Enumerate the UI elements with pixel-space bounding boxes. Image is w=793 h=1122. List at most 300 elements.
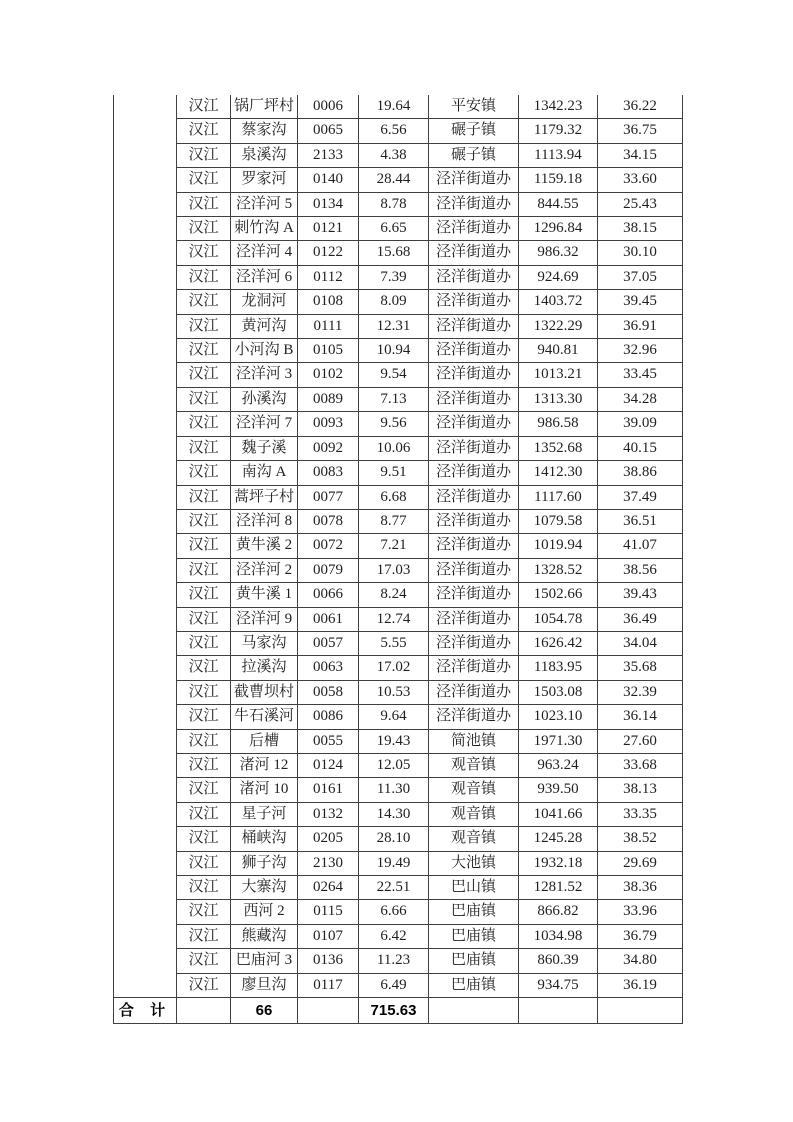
stream-name-cell: 蒿坪子村 — [231, 485, 298, 509]
town-cell: 平安镇 — [429, 95, 519, 119]
value-c-cell: 33.96 — [598, 900, 683, 924]
river-cell: 汉江 — [177, 119, 231, 143]
value-b-cell: 866.82 — [519, 900, 598, 924]
code-cell: 0065 — [298, 119, 359, 143]
value-c-cell: 41.07 — [598, 534, 683, 558]
value-b-cell: 1013.21 — [519, 363, 598, 387]
code-cell: 0105 — [298, 339, 359, 363]
code-cell: 0122 — [298, 241, 359, 265]
value-c-cell: 36.91 — [598, 314, 683, 338]
value-b-cell: 1313.30 — [519, 387, 598, 411]
value-b-cell: 1117.60 — [519, 485, 598, 509]
value-c-cell: 37.49 — [598, 485, 683, 509]
value-c-cell: 25.43 — [598, 192, 683, 216]
table-row — [114, 802, 683, 826]
code-cell: 2130 — [298, 851, 359, 875]
value-a-cell: 8.09 — [359, 290, 429, 314]
value-a-cell: 10.53 — [359, 680, 429, 704]
town-cell: 泾洋街道办 — [429, 436, 519, 460]
river-cell: 汉江 — [177, 753, 231, 777]
value-a-cell: 5.55 — [359, 631, 429, 655]
value-c-cell: 34.80 — [598, 949, 683, 973]
value-b-cell: 1023.10 — [519, 705, 598, 729]
stream-name-cell: 泾洋河 4 — [231, 241, 298, 265]
stream-name-cell: 星子河 — [231, 802, 298, 826]
value-a-cell: 6.42 — [359, 924, 429, 948]
river-cell: 汉江 — [177, 509, 231, 533]
table-row — [114, 924, 683, 948]
town-cell: 泾洋街道办 — [429, 583, 519, 607]
value-b-cell: 1041.66 — [519, 802, 598, 826]
code-cell: 0111 — [298, 314, 359, 338]
value-a-cell: 8.24 — [359, 583, 429, 607]
stream-name-cell: 泾洋河 9 — [231, 607, 298, 631]
value-a-cell: 6.56 — [359, 119, 429, 143]
stream-name-cell: 熊藏沟 — [231, 924, 298, 948]
code-cell: 0066 — [298, 583, 359, 607]
code-cell: 0102 — [298, 363, 359, 387]
river-cell: 汉江 — [177, 924, 231, 948]
river-cell: 汉江 — [177, 168, 231, 192]
value-c-cell: 38.86 — [598, 461, 683, 485]
value-c-cell: 36.14 — [598, 705, 683, 729]
river-cell: 汉江 — [177, 339, 231, 363]
code-cell: 0112 — [298, 265, 359, 289]
value-a-cell: 19.49 — [359, 851, 429, 875]
river-cell: 汉江 — [177, 241, 231, 265]
river-cell: 汉江 — [177, 900, 231, 924]
stream-name-cell: 锅厂坪村 — [231, 95, 298, 119]
table-row — [114, 705, 683, 729]
river-cell: 汉江 — [177, 802, 231, 826]
town-cell: 碾子镇 — [429, 143, 519, 167]
value-a-cell: 19.64 — [359, 95, 429, 119]
table-row — [114, 680, 683, 704]
stream-name-cell: 大寨沟 — [231, 876, 298, 900]
river-cell: 汉江 — [177, 583, 231, 607]
merged-basin-cell — [114, 95, 177, 998]
value-c-cell: 38.15 — [598, 217, 683, 241]
total-sum-cell: 715.63 — [359, 998, 429, 1024]
value-a-cell: 19.43 — [359, 729, 429, 753]
town-cell: 观音镇 — [429, 753, 519, 777]
value-c-cell: 39.45 — [598, 290, 683, 314]
total-row — [114, 998, 683, 1024]
code-cell: 0092 — [298, 436, 359, 460]
total-empty-cell — [429, 998, 519, 1024]
value-b-cell: 986.32 — [519, 241, 598, 265]
table-row — [114, 973, 683, 997]
table-row — [114, 363, 683, 387]
total-empty-cell — [519, 998, 598, 1024]
code-cell: 0115 — [298, 900, 359, 924]
value-b-cell: 1412.30 — [519, 461, 598, 485]
value-a-cell: 12.74 — [359, 607, 429, 631]
value-a-cell: 6.65 — [359, 217, 429, 241]
stream-name-cell: 狮子沟 — [231, 851, 298, 875]
town-cell: 泾洋街道办 — [429, 607, 519, 631]
value-c-cell: 38.52 — [598, 827, 683, 851]
value-b-cell: 1296.84 — [519, 217, 598, 241]
code-cell: 0140 — [298, 168, 359, 192]
river-cell: 汉江 — [177, 729, 231, 753]
code-cell: 0132 — [298, 802, 359, 826]
table-row — [114, 607, 683, 631]
value-c-cell: 33.35 — [598, 802, 683, 826]
town-cell: 观音镇 — [429, 802, 519, 826]
stream-name-cell: 西河 2 — [231, 900, 298, 924]
code-cell: 0055 — [298, 729, 359, 753]
code-cell: 0136 — [298, 949, 359, 973]
value-c-cell: 34.15 — [598, 143, 683, 167]
value-a-cell: 7.21 — [359, 534, 429, 558]
table-row — [114, 436, 683, 460]
value-b-cell: 1503.08 — [519, 680, 598, 704]
value-c-cell: 38.36 — [598, 876, 683, 900]
value-b-cell: 939.50 — [519, 778, 598, 802]
value-b-cell: 1054.78 — [519, 607, 598, 631]
town-cell: 巴庙镇 — [429, 973, 519, 997]
value-b-cell: 1342.23 — [519, 95, 598, 119]
stream-name-cell: 蔡家沟 — [231, 119, 298, 143]
value-b-cell: 1245.28 — [519, 827, 598, 851]
value-c-cell: 38.56 — [598, 558, 683, 582]
value-a-cell: 17.03 — [359, 558, 429, 582]
value-a-cell: 9.54 — [359, 363, 429, 387]
value-c-cell: 30.10 — [598, 241, 683, 265]
value-b-cell: 1352.68 — [519, 436, 598, 460]
value-b-cell: 1322.29 — [519, 314, 598, 338]
stream-name-cell: 巴庙河 3 — [231, 949, 298, 973]
town-cell: 泾洋街道办 — [429, 265, 519, 289]
stream-name-cell: 魏子溪 — [231, 436, 298, 460]
town-cell: 泾洋街道办 — [429, 558, 519, 582]
code-cell: 0089 — [298, 387, 359, 411]
value-a-cell: 15.68 — [359, 241, 429, 265]
town-cell: 泾洋街道办 — [429, 461, 519, 485]
code-cell: 0063 — [298, 656, 359, 680]
code-cell: 0079 — [298, 558, 359, 582]
code-cell: 0093 — [298, 412, 359, 436]
table-row — [114, 509, 683, 533]
value-a-cell: 12.31 — [359, 314, 429, 338]
value-a-cell: 12.05 — [359, 753, 429, 777]
table-row — [114, 876, 683, 900]
river-cell: 汉江 — [177, 827, 231, 851]
river-cell: 汉江 — [177, 778, 231, 802]
value-c-cell: 35.68 — [598, 656, 683, 680]
stream-name-cell: 泾洋河 2 — [231, 558, 298, 582]
town-cell: 泾洋街道办 — [429, 412, 519, 436]
total-empty-cell — [298, 998, 359, 1024]
code-cell: 0061 — [298, 607, 359, 631]
stream-name-cell: 渚河 12 — [231, 753, 298, 777]
river-cell: 汉江 — [177, 705, 231, 729]
town-cell: 泾洋街道办 — [429, 314, 519, 338]
value-a-cell: 22.51 — [359, 876, 429, 900]
value-c-cell: 33.68 — [598, 753, 683, 777]
value-c-cell: 32.39 — [598, 680, 683, 704]
stream-name-cell: 黄牛溪 1 — [231, 583, 298, 607]
river-cell: 汉江 — [177, 436, 231, 460]
river-cell: 汉江 — [177, 412, 231, 436]
code-cell: 0108 — [298, 290, 359, 314]
value-a-cell: 11.23 — [359, 949, 429, 973]
value-a-cell: 6.68 — [359, 485, 429, 509]
stream-name-cell: 黄河沟 — [231, 314, 298, 338]
table-row — [114, 339, 683, 363]
value-c-cell: 32.96 — [598, 339, 683, 363]
stream-name-cell: 泾洋河 5 — [231, 192, 298, 216]
stream-name-cell: 泾洋河 8 — [231, 509, 298, 533]
table-body — [114, 95, 683, 1024]
table-row — [114, 265, 683, 289]
value-b-cell: 1971.30 — [519, 729, 598, 753]
table-row — [114, 412, 683, 436]
river-cell: 汉江 — [177, 290, 231, 314]
table-row — [114, 583, 683, 607]
code-cell: 0057 — [298, 631, 359, 655]
value-c-cell: 33.60 — [598, 168, 683, 192]
total-empty-cell — [598, 998, 683, 1024]
value-a-cell: 6.49 — [359, 973, 429, 997]
stream-name-cell: 刺竹沟 A — [231, 217, 298, 241]
town-cell: 泾洋街道办 — [429, 485, 519, 509]
river-cell: 汉江 — [177, 851, 231, 875]
stream-name-cell: 桶峡沟 — [231, 827, 298, 851]
value-a-cell: 8.77 — [359, 509, 429, 533]
value-c-cell: 36.75 — [598, 119, 683, 143]
code-cell: 0107 — [298, 924, 359, 948]
table-row — [114, 241, 683, 265]
value-c-cell: 33.45 — [598, 363, 683, 387]
table-row — [114, 143, 683, 167]
table-row — [114, 656, 683, 680]
value-b-cell: 986.58 — [519, 412, 598, 436]
table-row — [114, 753, 683, 777]
code-cell: 0083 — [298, 461, 359, 485]
table-row — [114, 119, 683, 143]
river-cell: 汉江 — [177, 143, 231, 167]
value-c-cell: 40.15 — [598, 436, 683, 460]
table-container — [113, 95, 683, 1024]
value-b-cell: 844.55 — [519, 192, 598, 216]
value-a-cell: 9.51 — [359, 461, 429, 485]
town-cell: 观音镇 — [429, 778, 519, 802]
table-row — [114, 217, 683, 241]
code-cell: 0058 — [298, 680, 359, 704]
table-row — [114, 95, 683, 119]
table-row — [114, 729, 683, 753]
code-cell: 0078 — [298, 509, 359, 533]
code-cell: 0006 — [298, 95, 359, 119]
value-b-cell: 1932.18 — [519, 851, 598, 875]
town-cell: 泾洋街道办 — [429, 290, 519, 314]
town-cell: 泾洋街道办 — [429, 192, 519, 216]
stream-name-cell: 牛石溪河 — [231, 705, 298, 729]
value-b-cell: 1034.98 — [519, 924, 598, 948]
town-cell: 泾洋街道办 — [429, 363, 519, 387]
river-cell: 汉江 — [177, 265, 231, 289]
river-cell: 汉江 — [177, 387, 231, 411]
value-a-cell: 28.10 — [359, 827, 429, 851]
total-label-cell: 合 计 — [114, 998, 177, 1024]
town-cell: 大池镇 — [429, 851, 519, 875]
table-row — [114, 387, 683, 411]
river-cell: 汉江 — [177, 949, 231, 973]
town-cell: 泾洋街道办 — [429, 168, 519, 192]
value-b-cell: 1183.95 — [519, 656, 598, 680]
town-cell: 巴山镇 — [429, 876, 519, 900]
river-cell: 汉江 — [177, 973, 231, 997]
table-row — [114, 827, 683, 851]
value-a-cell: 7.13 — [359, 387, 429, 411]
town-cell: 泾洋街道办 — [429, 387, 519, 411]
stream-name-cell: 黄牛溪 2 — [231, 534, 298, 558]
value-a-cell: 10.06 — [359, 436, 429, 460]
value-b-cell: 1159.18 — [519, 168, 598, 192]
value-b-cell: 1079.58 — [519, 509, 598, 533]
stream-name-cell: 泾洋河 3 — [231, 363, 298, 387]
code-cell: 0086 — [298, 705, 359, 729]
town-cell: 泾洋街道办 — [429, 241, 519, 265]
table-row — [114, 290, 683, 314]
value-a-cell: 7.39 — [359, 265, 429, 289]
river-cell: 汉江 — [177, 607, 231, 631]
value-c-cell: 36.22 — [598, 95, 683, 119]
value-b-cell: 1113.94 — [519, 143, 598, 167]
value-b-cell: 963.24 — [519, 753, 598, 777]
town-cell: 巴庙镇 — [429, 949, 519, 973]
code-cell: 0161 — [298, 778, 359, 802]
river-cell: 汉江 — [177, 534, 231, 558]
value-c-cell: 29.69 — [598, 851, 683, 875]
table-row — [114, 314, 683, 338]
value-c-cell: 34.28 — [598, 387, 683, 411]
value-b-cell: 1626.42 — [519, 631, 598, 655]
river-cell: 汉江 — [177, 680, 231, 704]
stream-name-cell: 小河沟 B — [231, 339, 298, 363]
river-cell: 汉江 — [177, 485, 231, 509]
table-row — [114, 534, 683, 558]
stream-name-cell: 罗家河 — [231, 168, 298, 192]
river-cell: 汉江 — [177, 876, 231, 900]
river-cell: 汉江 — [177, 461, 231, 485]
town-cell: 巴庙镇 — [429, 924, 519, 948]
table-row — [114, 851, 683, 875]
total-count-cell: 66 — [231, 998, 298, 1024]
town-cell: 泾洋街道办 — [429, 680, 519, 704]
river-cell: 汉江 — [177, 631, 231, 655]
table-row — [114, 168, 683, 192]
value-c-cell: 34.04 — [598, 631, 683, 655]
table-row — [114, 485, 683, 509]
value-c-cell: 39.43 — [598, 583, 683, 607]
value-a-cell: 17.02 — [359, 656, 429, 680]
town-cell: 简池镇 — [429, 729, 519, 753]
value-c-cell: 38.13 — [598, 778, 683, 802]
code-cell: 0124 — [298, 753, 359, 777]
value-b-cell: 1328.52 — [519, 558, 598, 582]
table-row — [114, 558, 683, 582]
table-row — [114, 949, 683, 973]
town-cell: 泾洋街道办 — [429, 705, 519, 729]
value-c-cell: 37.05 — [598, 265, 683, 289]
code-cell: 0205 — [298, 827, 359, 851]
code-cell: 2133 — [298, 143, 359, 167]
stream-name-cell: 孙溪沟 — [231, 387, 298, 411]
code-cell: 0117 — [298, 973, 359, 997]
value-c-cell: 36.49 — [598, 607, 683, 631]
stream-name-cell: 后槽 — [231, 729, 298, 753]
table-row — [114, 192, 683, 216]
value-c-cell: 36.19 — [598, 973, 683, 997]
town-cell: 泾洋街道办 — [429, 631, 519, 655]
stream-name-cell: 拉溪沟 — [231, 656, 298, 680]
value-c-cell: 36.51 — [598, 509, 683, 533]
value-b-cell: 860.39 — [519, 949, 598, 973]
value-c-cell: 36.79 — [598, 924, 683, 948]
code-cell: 0264 — [298, 876, 359, 900]
value-b-cell: 1281.52 — [519, 876, 598, 900]
code-cell: 0134 — [298, 192, 359, 216]
stream-name-cell: 截曹坝村 — [231, 680, 298, 704]
value-b-cell: 924.69 — [519, 265, 598, 289]
town-cell: 泾洋街道办 — [429, 339, 519, 363]
value-b-cell: 1403.72 — [519, 290, 598, 314]
value-a-cell: 14.30 — [359, 802, 429, 826]
stream-name-cell: 渚河 10 — [231, 778, 298, 802]
table-row — [114, 900, 683, 924]
town-cell: 观音镇 — [429, 827, 519, 851]
value-a-cell: 6.66 — [359, 900, 429, 924]
value-b-cell: 1179.32 — [519, 119, 598, 143]
table-row — [114, 778, 683, 802]
stream-name-cell: 廖旦沟 — [231, 973, 298, 997]
town-cell: 泾洋街道办 — [429, 217, 519, 241]
stream-name-cell: 泉溪沟 — [231, 143, 298, 167]
river-cell: 汉江 — [177, 363, 231, 387]
value-b-cell: 1019.94 — [519, 534, 598, 558]
table-row — [114, 461, 683, 485]
town-cell: 泾洋街道办 — [429, 656, 519, 680]
river-cell: 汉江 — [177, 217, 231, 241]
river-cell: 汉江 — [177, 95, 231, 119]
river-cell: 汉江 — [177, 314, 231, 338]
stream-name-cell: 马家沟 — [231, 631, 298, 655]
stream-name-cell: 南沟 A — [231, 461, 298, 485]
value-a-cell: 9.56 — [359, 412, 429, 436]
town-cell: 泾洋街道办 — [429, 509, 519, 533]
value-a-cell: 10.94 — [359, 339, 429, 363]
value-a-cell: 28.44 — [359, 168, 429, 192]
value-c-cell: 27.60 — [598, 729, 683, 753]
town-cell: 泾洋街道办 — [429, 534, 519, 558]
code-cell: 0121 — [298, 217, 359, 241]
value-b-cell: 1502.66 — [519, 583, 598, 607]
value-b-cell: 940.81 — [519, 339, 598, 363]
stream-name-cell: 泾洋河 7 — [231, 412, 298, 436]
stream-name-cell: 龙洞河 — [231, 290, 298, 314]
river-cell: 汉江 — [177, 656, 231, 680]
river-cell: 汉江 — [177, 558, 231, 582]
table-row — [114, 631, 683, 655]
value-a-cell: 8.78 — [359, 192, 429, 216]
stream-name-cell: 泾洋河 6 — [231, 265, 298, 289]
value-a-cell: 9.64 — [359, 705, 429, 729]
value-b-cell: 934.75 — [519, 973, 598, 997]
data-table — [113, 95, 683, 1024]
